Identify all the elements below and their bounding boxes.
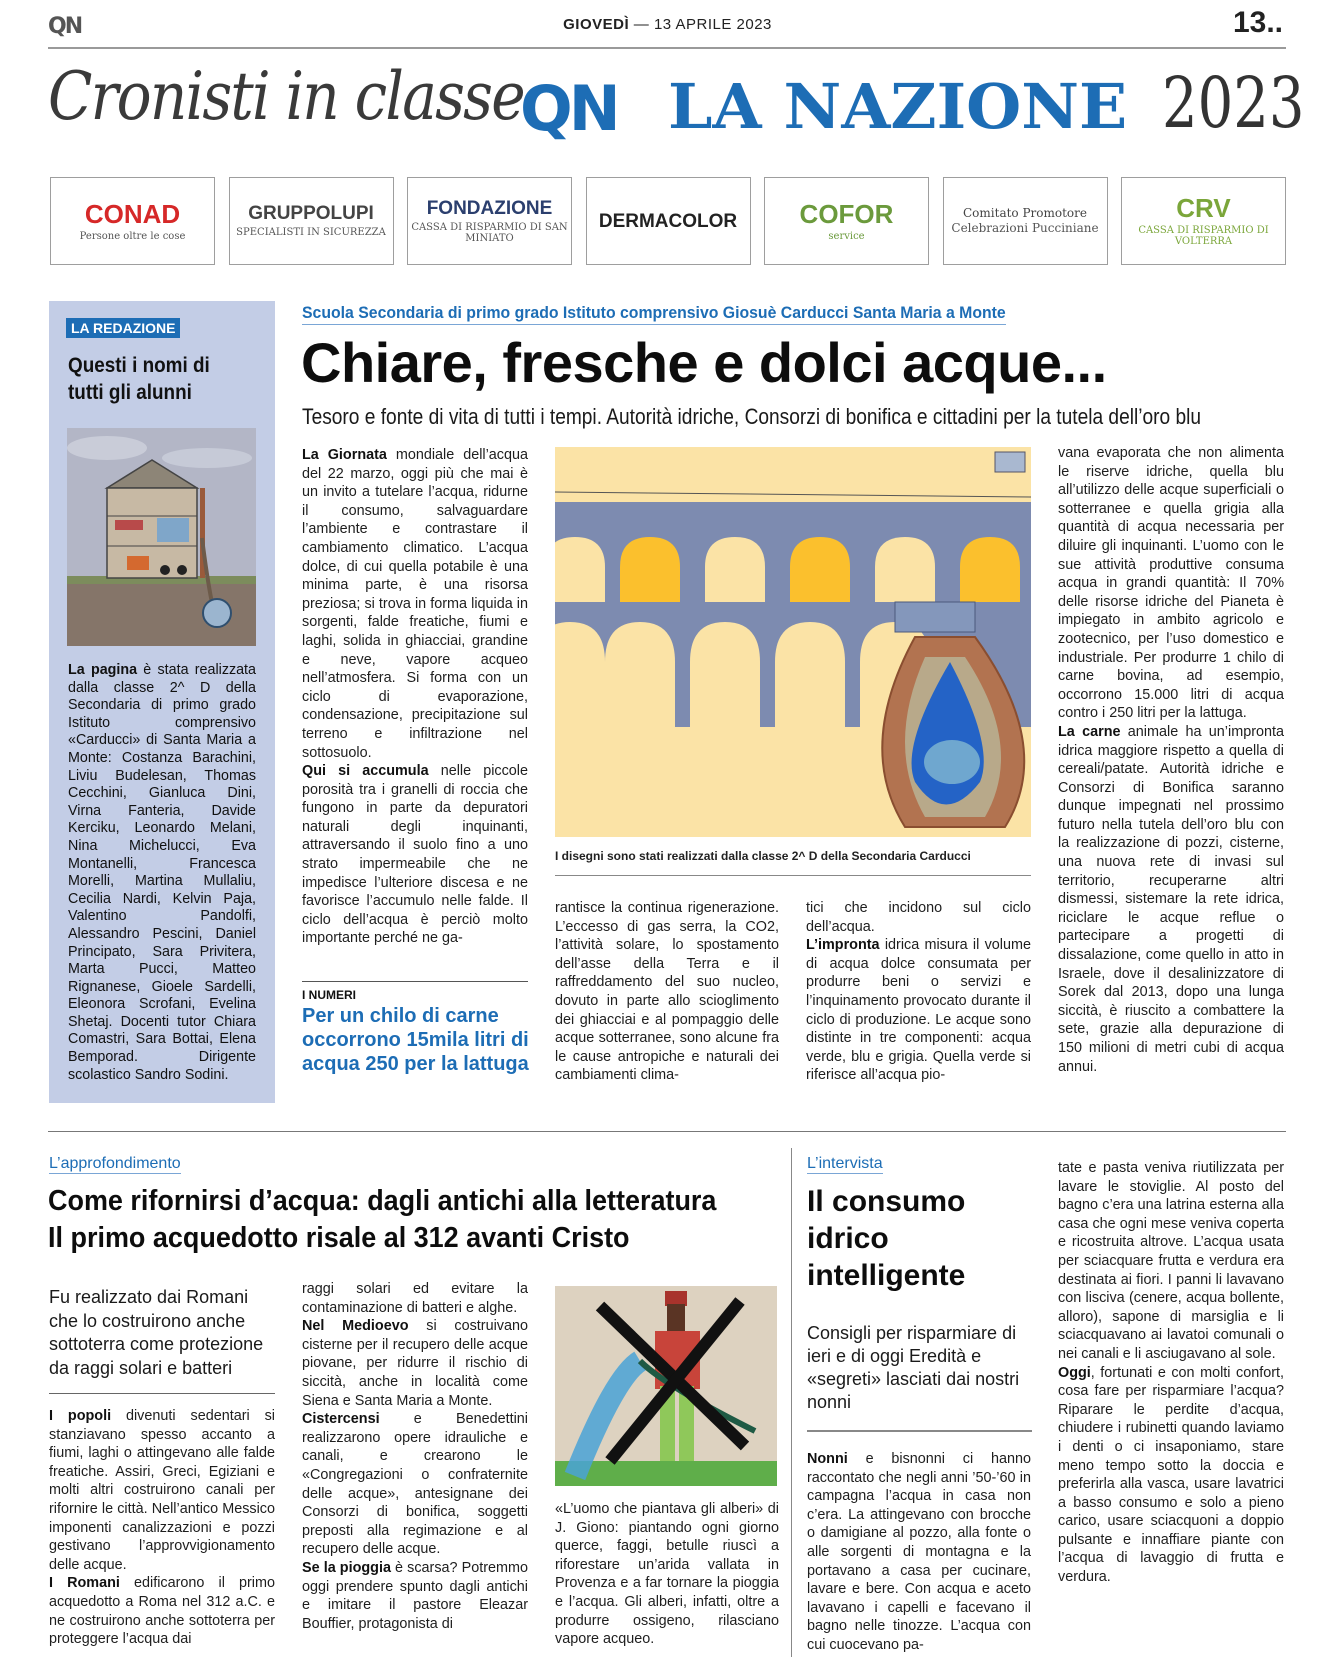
sidebar-text-body: è stata realizzata dalla classe 2^ D della Secondaria di primo grado Istituto comprensivo «Carducci» di Santa Maria a Monte: Costanza Barachini, Liviu Budelesan, Thomas Cecchini, Gianluca Dini, Virna Fanteria, Davide Kerciku, Leonardo Melani, Nina Michelucci, Eva Montanelli, Francesca Morelli, Martina Mullaliu, Cecilia Nardi, Kelvin Paja, Valentino Pandolfi, Alessandro Pescini, Daniel Principato, Sara Privitera, Marta Pucci, Matteo Rignanese, Gioele Sardelli, Eleonora Scrofani, Evelina Shetaj. Docenti tutor Chiara Comastri, Sara Bottai, Elena Bemporad. Dirigente scolastico Sandro Sodini. xyxy=(68,662,256,1083)
paragraph xyxy=(555,899,779,1085)
intervista-column-1 xyxy=(807,1450,1031,1655)
sponsor-name: CRV xyxy=(1176,193,1231,223)
article-column-1 xyxy=(302,446,528,948)
paragraph-text: divenuti sedentari si stanziavano spesso accanto a fiumi, laghi o attingevano alle falde freatiche. Assiri, Greci, Egiziani e molti altri costruirono canali per rifornire le città. Nell’antico Messico imponenti canalizzazioni e pozzi gestivano l’approvvigionamento delle acque. xyxy=(49,1408,275,1573)
arch xyxy=(605,622,675,732)
paragraph-text: è scarsa? Potremmo oggi prendere spunto dagli antichi e imitare il pastore Eleazar Bouffier, protagonista di xyxy=(302,1559,528,1632)
arch xyxy=(690,622,760,732)
sponsor-bar xyxy=(50,177,1286,265)
paragraph xyxy=(302,1280,528,1317)
intervista-label: L’intervista xyxy=(807,1155,883,1172)
article-kicker: Scuola Secondaria di primo grado Istituto comprensivo Giosuè Carducci Santa Maria a Monte xyxy=(302,303,1006,325)
sponsor-tagline: SPECIALISTI IN SICUREZZA xyxy=(236,227,386,238)
paragraph-text: , fortunati e con molti confort, cosa fare per risparmiare l’acqua? Riparare le perdite d’acqua, chiudere i rubinetti quando laviamo i denti o ci insaponiamo, stare meno tempo sotto la doccia e preferirla alla vasca, usare lavatrici a basso consumo e solo a pieno carico, usare sciacquoni a doppio pulsante e innaffiare piante con l’acqua di lavaggio di frutta e verdura. xyxy=(1058,1364,1284,1586)
paragraph-text: tate e pasta veniva riutilizzata per lavare le stoviglie. Al posto del bagno c’era una latrina esterna alla casa che ogni mese veniva coperta e ricostruita altrove. L’acqua usata per sciacquare frutta e verdura era destinata ai fiori. I panni li lavavano con lisciva (cenere, acqua bollente, alloro), sapone di marsiglia e li sciacquavano ai lavatoi comunali o nei canali e li asciugavano al sole. xyxy=(1058,1160,1284,1362)
paragraph xyxy=(806,936,1031,1085)
paragraph-lead: Se la pioggia xyxy=(302,1559,391,1576)
caption-divider xyxy=(555,875,1031,876)
paragraph-lead: La Giornata xyxy=(302,447,387,463)
paragraph xyxy=(1058,1159,1284,1364)
sponsor-name: CONAD xyxy=(84,198,181,229)
man-watering-drawing xyxy=(555,1286,777,1486)
sponsor-logo xyxy=(229,177,394,265)
sponsor-name: COFOR xyxy=(799,198,894,229)
approfondimento-divider xyxy=(49,1393,275,1394)
column-divider xyxy=(791,1148,792,1657)
arch xyxy=(620,537,680,602)
sponsor-tagline: service xyxy=(828,230,865,242)
paragraph-text: edificarono il primo acquedotto a Roma nel 312 a.C. e ne costruirono anche sottoterra per proteggere l’acqua dai xyxy=(49,1575,275,1648)
paragraph xyxy=(1058,444,1284,723)
paragraph xyxy=(302,1317,528,1410)
header-rule xyxy=(48,47,1286,49)
paragraph xyxy=(1058,1364,1284,1587)
arch xyxy=(555,622,605,732)
approfondimento-headline-line-2: Il primo acquedotto risale al 312 avanti Cristo xyxy=(48,1222,630,1254)
paragraph-text: animale ha un’impronta idrica maggiore rispetto a quella di cereali/patate. Autorità idriche e Consorzi di Bonifica saranno dunque impegnati nel prossimo futuro nella tutela dell’oro blu con la realizzazione di pozzi, cisterne, una nuova rete di invasi sul territorio, recuperarne altri dismessi, sistemare la rete idrica, riciclare le acque reflue o partecipare a progetti di dissalazione, come quello in atto in Israele, dove il desalinizzatore di Sorek dal 2013, dopo una lunga siccità, è riuscito a combattere la sete, grazie alla depurazione di 150 milioni di metri cubi di acqua annui. xyxy=(1058,723,1284,1075)
paragraph-text: rantisce la continua rigenerazione. L’eccesso di gas serra, la CO2, l’attività solare, lo spostamento dell’asse della Terra e il raffreddamento del suo nucleo, dovuto in parte allo scioglimento dei ghiacciai e al pompaggio delle acque sotterranee, sono alcune fra le cause antropiche e naturali dei cambiamenti clima- xyxy=(555,900,779,1084)
section-divider xyxy=(48,1131,1286,1132)
paragraph xyxy=(806,899,1031,936)
paragraph xyxy=(302,1410,528,1559)
numeri-highlight: Per un chilo di carne occorrono 15mila litri di acqua 250 per la lattuga xyxy=(302,1005,529,1075)
aqueduct-drawing xyxy=(555,447,1031,837)
paragraph-text: e Benedettini realizzarono opere idrauliche e canali, e crearono le «Congregazioni o confraternite delle acque», antesignane dei Consorzi di bonifica, soggetti preposti alla regimazione e al recupero delle acque. xyxy=(302,1411,528,1558)
article-subhead: Tesoro e fonte di vita di tutti i tempi. Autorità idriche, Consorzi di bonifica e cittadini per la tutela dell’oro blu xyxy=(302,404,1201,429)
sponsor-logo xyxy=(407,177,572,265)
paragraph-lead: Qui si accumula xyxy=(302,763,429,780)
sponsor-tagline: CASSA DI RISPARMIO DI SAN MINIATO xyxy=(411,221,568,244)
article-column-2 xyxy=(555,899,779,1085)
paragraph xyxy=(49,1574,275,1648)
paragraph-text: raggi solari ed evitare la contaminazione di batteri e alghe. xyxy=(302,1281,528,1316)
approfondimento-label: L’approfondimento xyxy=(49,1155,181,1172)
masthead-qn-logo: QN xyxy=(520,72,617,145)
masthead-series-title: Cronisti in classe xyxy=(48,58,524,135)
sponsor-name: Comitato Promotore xyxy=(963,206,1087,220)
qn-logo-small: QN xyxy=(48,14,82,39)
paragraph-text: si costruivano cisterne per il recupero delle acque piovane, per ridurre il rischio di siccità, anche in località come Siena e Santa Maria a Monte. xyxy=(302,1318,528,1409)
crossed-out-drawing-icon xyxy=(555,1286,777,1486)
paragraph xyxy=(1058,723,1284,1076)
numeri-divider xyxy=(302,981,528,982)
numeri-label: I NUMERI xyxy=(302,988,356,1002)
sidebar-title: Questi i nomi di tutti gli alunni xyxy=(68,354,210,404)
arch xyxy=(705,537,765,602)
approfondimento-column-2 xyxy=(302,1280,528,1633)
approfondimento-headline-line-1: Come rifornirsi d’acqua: dagli antichi alla letteratura xyxy=(48,1185,717,1217)
weekday: GIOVEDÌ xyxy=(563,16,630,33)
article-column-4 xyxy=(1058,444,1284,1076)
sponsor-name: DERMACOLOR xyxy=(598,210,738,232)
paragraph-lead: Nonni xyxy=(807,1451,848,1467)
paragraph-text: vana evaporata che non alimenta le riserve idriche, quella blu all’utilizzo delle acque superficiali o sotterranee e quella grigia alla quantità di acqua necessaria per diluire gli inquinanti. L’uomo con le sue attività produttive consuma acqua in grandi quantità: Il 70% delle risorse idriche del Pianeta è impiegato in ambito agricolo e zootecnico, per l’uso domestico e industriale. Per produrre 1 chilo di carne bovina, ad esempio, occorrono 15.000 litri di acqua contro i 250 litri per la lattuga. xyxy=(1058,445,1284,722)
paragraph-lead: L’impronta xyxy=(806,937,880,954)
sponsor-logo xyxy=(764,177,929,265)
sidebar-text-lead: La pagina xyxy=(68,662,138,678)
sponsor-name: FONDAZIONE xyxy=(426,197,553,219)
arch xyxy=(775,622,845,732)
sidebar-drawing-house xyxy=(67,428,256,646)
paragraph xyxy=(302,762,528,948)
arch xyxy=(790,537,850,602)
house-drawing-icon xyxy=(67,428,256,646)
paragraph-text: mondiale dell’acqua del 22 marzo, oggi più che mai è un invito a tutelare l’acqua, ridurne il consumo, salvaguardare l’ambiente e contrastare il cambiamento climatico. L’acqua dolce, di cui quella potabile è una minima parte, è una risorsa preziosa; si trova in forma liquida in sorgenti, falde freatiche, fiumi e laghi, solida in ghiacciai, grandine e neve, vapore acqueo nell’atmosfera. Si forma con un ciclo di evaporazione, condensazione, precipitazione sul terreno e infiltrazione nel sottosuolo. xyxy=(302,447,529,761)
sponsor-logo xyxy=(50,177,215,265)
sponsor-logo xyxy=(1121,177,1286,265)
sponsor-tagline: Persone oltre le cose xyxy=(79,230,186,242)
article-headline: Chiare, fresche e dolci acque... xyxy=(301,331,1107,394)
date-line xyxy=(0,16,1335,33)
paragraph xyxy=(302,446,528,762)
paragraph xyxy=(302,1559,528,1633)
sponsor-tagline: Celebrazioni Pucciniane xyxy=(951,221,1099,235)
approfondimento-subhead: Fu realizzato dai Romani che lo costruirono anche sottoterra come protezione da raggi solari e batteri xyxy=(49,1287,264,1378)
sponsor-tagline: CASSA DI RISPARMIO DI VOLTERRA xyxy=(1138,225,1269,247)
masthead-year: 2023 xyxy=(1162,62,1305,144)
paragraph xyxy=(49,1407,275,1574)
paragraph-lead: I popoli xyxy=(49,1408,112,1424)
paragraph-lead: Nel Medioevo xyxy=(302,1318,409,1335)
arch xyxy=(960,537,1020,602)
approfondimento-column-1 xyxy=(49,1407,275,1649)
paragraph xyxy=(807,1450,1031,1655)
sponsor-logo xyxy=(943,177,1108,265)
paragraph-text: e bisnonni ci hanno raccontato che negli anni ’50-’60 in campagna l’acqua in casa non c’era. La attingevano con brocche o damigiane al pozzo, alla fonte o alle sorgenti di montagna e la portavano a casa per cucinare, lavare e bere. Con acqua e aceto lavavano i capelli e facevano il bagno nelle tinozze. L’acqua con cui cuocevano pa- xyxy=(807,1451,1031,1653)
arch xyxy=(555,537,605,602)
paragraph-lead: Oggi xyxy=(1058,1364,1091,1381)
paragraph-text: nelle piccole porosità tra i granelli di roccia che fungono in parte da depuratori naturali degli inquinanti, attraversando il suolo fino a uno strato impermeabile che ne impedisce l’ulteriore discesa e ne favorisce l’accumulo nelle falde. Il ciclo dell’acqua è perciò molto importante perché ne ga- xyxy=(302,763,529,947)
masthead-newspaper-name: LA NAZIONE xyxy=(668,70,1128,143)
sponsor-logo xyxy=(586,177,751,265)
intervista-subhead: Consigli per risparmiare di ieri e di oggi Eredità e «segreti» lasciati dai nostri nonni xyxy=(807,1323,1020,1412)
date-separator: — xyxy=(629,16,654,33)
sidebar-credits-text xyxy=(68,662,256,1084)
paragraph-lead: Cistercensi xyxy=(302,1411,380,1428)
paragraph-text: tici che incidono sul ciclo dell’acqua. xyxy=(806,900,1031,935)
intervista-divider xyxy=(807,1430,1032,1432)
intervista-column-2 xyxy=(1058,1159,1284,1587)
approfondimento-headline xyxy=(48,1183,716,1257)
sponsor-name: GRUPPOLUPI xyxy=(248,203,374,224)
page-number: 13.. xyxy=(1232,6,1283,39)
intervista-headline: Il consumo idrico intelligente xyxy=(807,1185,966,1292)
paragraph-lead: I Romani xyxy=(49,1575,120,1592)
redazione-badge: LA REDAZIONE xyxy=(66,318,180,338)
paragraph-lead: La carne xyxy=(1058,723,1121,740)
aqueduct-drawing-icon xyxy=(555,447,1031,837)
article-column-3 xyxy=(806,899,1031,1085)
arch xyxy=(875,537,935,602)
image-caption: I disegni sono stati realizzati dalla classe 2^ D della Secondaria Carducci xyxy=(555,849,971,863)
man-watering-caption: «L’uomo che piantava gli alberi» di J. Giono: piantando ogni giorno querce, faggi, betulle riuscì a riforestare un’arida vallata in Provenza e a far tornare la pioggia e l’acqua. Gli alberi, infatti, oltre a produrre ossigeno, rilasciano vapore acqueo. xyxy=(555,1501,779,1648)
paragraph-text: idrica misura il volume di acqua dolce consumata per produrre beni o servizi e l’inquinamento provocato durante il ciclo di produzione. Le acque sono distinte in tre componenti: acqua verde, blu e grigia. Quella verde si riferisce all’acqua pio- xyxy=(806,937,1031,1084)
date: 13 APRILE 2023 xyxy=(653,16,772,33)
